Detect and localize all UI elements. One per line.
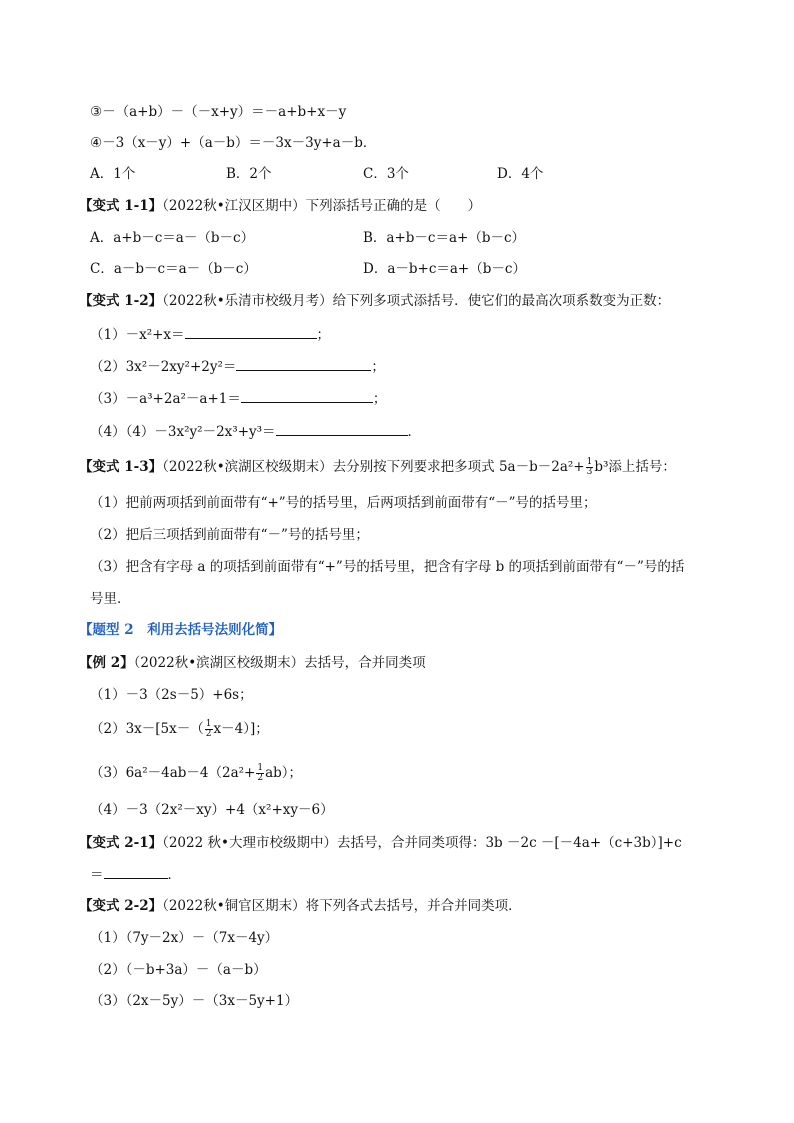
req-item-3: （3）把含有字母 a 的项括到前面带有“+”号的括号里，把含有字母 b 的项括到前面带有“－”号的括 bbox=[90, 559, 685, 575]
fraction: $\frac{1}{2}$ bbox=[205, 719, 212, 739]
fraction: $\frac{1}{3}$ bbox=[586, 457, 593, 477]
variant-1-3: 【变式 1-3】（2022秋•滨湖区校级期末）去分别按下列要求把多项式 5a－b－2a²+ $\frac{1}{3}$ b³添上括号： bbox=[79, 457, 676, 477]
simplify-item-3: （3）（2x－5y）－（3x－5y+1） bbox=[90, 993, 299, 1009]
answer-blank[interactable] bbox=[236, 356, 371, 371]
example-tag: 【例 2】 bbox=[79, 655, 134, 671]
example-text: （2022秋•滨湖区校级期末）去括号，合并同类项 bbox=[133, 655, 426, 671]
answer-blank[interactable] bbox=[185, 324, 317, 339]
option-b: B．a+b－c＝a+（b－c） bbox=[363, 230, 526, 246]
variant-text: （2022秋•滨湖区校级期末）去分别按下列要求把多项式 5a－b－2a²+ bbox=[162, 459, 585, 475]
variant-tag: 【变式 2-1】 bbox=[79, 835, 163, 851]
req-item-1: （1）把前两项括到前面带有“+”号的括号里，后两项括到前面带有“－”号的括号里； bbox=[90, 495, 597, 511]
variant-text: （2022 秋•大理市校级期中）去括号，合并同类项得：3b －2c －[－4a+（c+3b）]+c bbox=[162, 835, 682, 851]
variant-1-2 bbox=[79, 292, 670, 310]
req-item-2: （2）把后三项括到前面带有“－”号的括号里； bbox=[90, 527, 369, 543]
problem-item-4: ④－3（x－y）+（a－b）＝－3x－3y+a－b． bbox=[90, 135, 377, 151]
option-a: A．a+b－c＝a－（b－c） bbox=[90, 230, 255, 246]
variant-tag: 【变式 1-2】 bbox=[79, 293, 163, 309]
req-item-3-cont: 号里． bbox=[90, 591, 131, 607]
variant-tag: 【变式 1-3】 bbox=[79, 459, 163, 475]
variant-1-1 bbox=[79, 197, 481, 215]
option-d: D．4个 bbox=[497, 166, 544, 182]
variant-tag: 【变式 2-2】 bbox=[79, 898, 163, 914]
example-item-3: （3）6a²－4ab－4（2a²+ $\frac{1}{2}$ ab）； bbox=[90, 763, 303, 783]
option-d: D．a－b+c＝a+（b－c） bbox=[363, 261, 526, 277]
option-b: B．2个 bbox=[226, 166, 272, 182]
fill-item-1: （1）－x²+x＝ ； bbox=[90, 324, 330, 344]
fill-item-3: （3）－a³+2a²－a+1＝ ； bbox=[90, 388, 386, 408]
variant-2-1 bbox=[79, 834, 682, 852]
fraction: $\frac{1}{2}$ bbox=[257, 763, 264, 783]
simplify-item-1: （1）（7y－2x）－（7x－4y） bbox=[90, 930, 279, 946]
fill-item-4: （4）（4）－3x²y²－2x³+y³＝ ． bbox=[90, 421, 421, 441]
answer-blank[interactable] bbox=[276, 421, 408, 436]
variant-2-1-cont: ＝ ． bbox=[90, 864, 181, 884]
variant-tag: 【变式 1-1】 bbox=[79, 198, 163, 214]
variant-text: （2022秋•铜官区期末）将下列各式去括号，并合并同类项． bbox=[162, 898, 522, 914]
problem-item-3: ③－（a+b）－（－x+y）＝－a+b+x－y bbox=[90, 104, 347, 120]
example-item-4: （4）－3（2x²－xy）+4（x²+xy－6） bbox=[90, 802, 334, 818]
variant-2-2 bbox=[79, 897, 522, 915]
variant-text: （2022秋•江汉区期中）下列添括号正确的是（ ） bbox=[162, 198, 482, 214]
answer-blank[interactable] bbox=[104, 864, 168, 879]
option-a: A．1个 bbox=[90, 166, 136, 182]
section-title-type-2: 【题型 2 利用去括号法则化简】 bbox=[79, 622, 283, 638]
answer-blank[interactable] bbox=[241, 388, 373, 403]
example-item-2: （2）3x－[5x－（ $\frac{1}{2}$ x－4）]； bbox=[90, 719, 269, 739]
example-item-1: （1）－3（2s－5）+6s； bbox=[90, 687, 253, 703]
option-c: C．3个 bbox=[363, 166, 409, 182]
fill-item-2: （2）3x²－2xy²+2y²＝ ； bbox=[90, 356, 385, 376]
variant-text: （2022秋•乐清市校级月考）给下列多项式添括号．使它们的最高次项系数变为正数： bbox=[162, 293, 671, 309]
simplify-item-2: （2）（－b+3a）－（a－b） bbox=[90, 962, 267, 978]
option-c: C．a－b－c＝a－（b－c） bbox=[90, 261, 257, 277]
example-2 bbox=[79, 654, 426, 672]
